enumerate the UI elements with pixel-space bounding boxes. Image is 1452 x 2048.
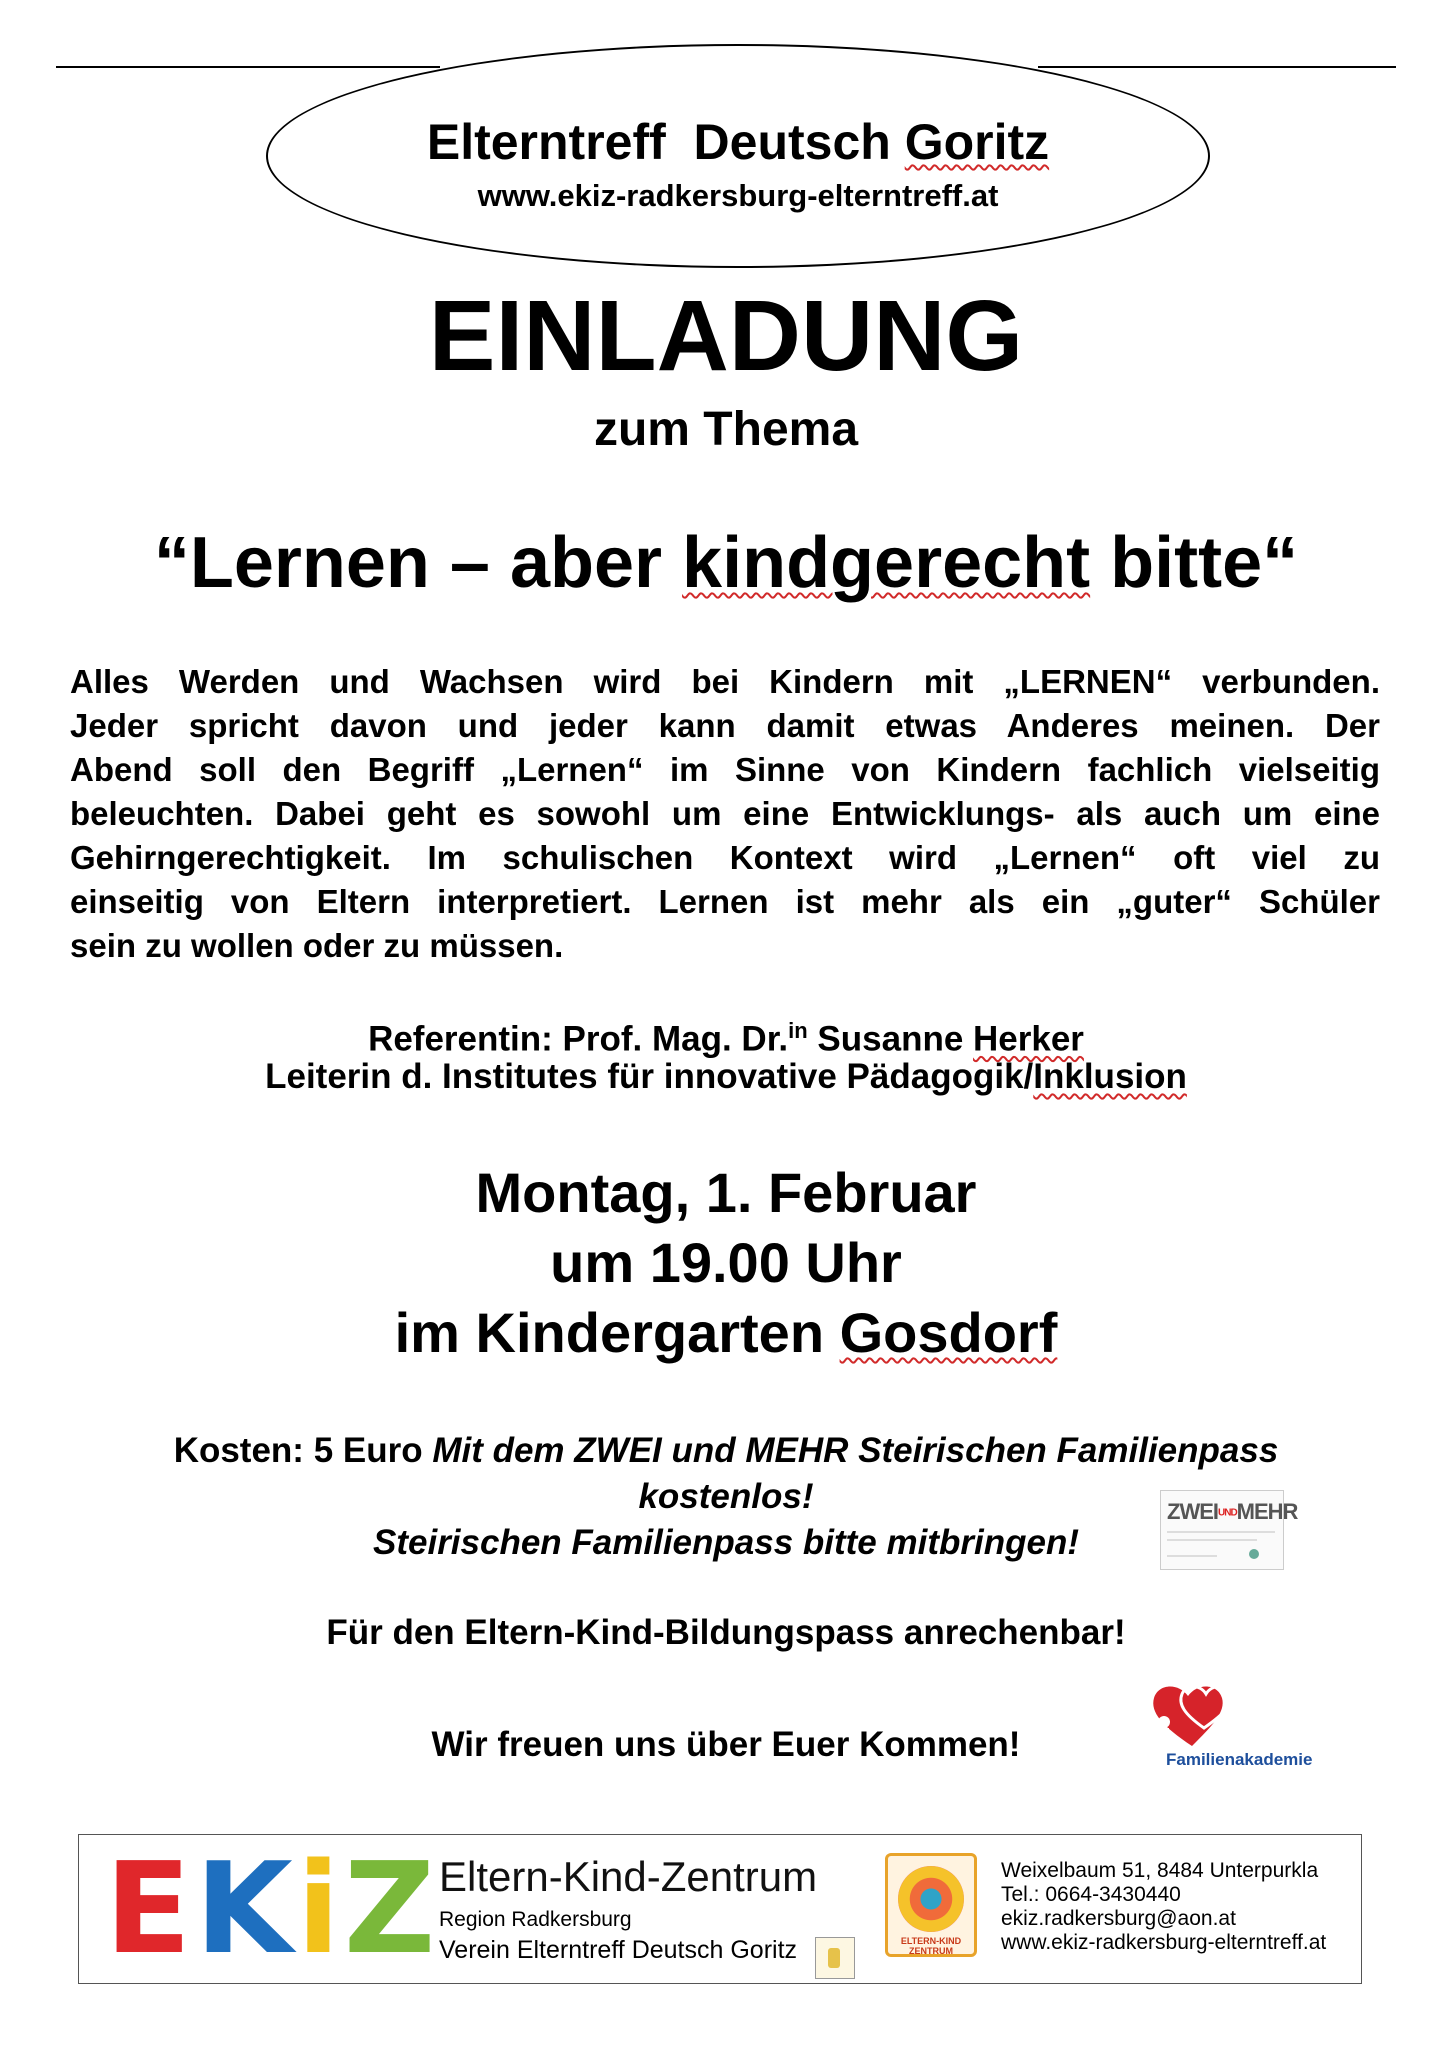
page-title: EINLADUNG (428, 280, 1024, 392)
website-link[interactable]: www.ekiz-radkersburg-elterntreff.at (477, 178, 999, 213)
org-name: Elterntreff Deutsch Goritz (426, 114, 1050, 170)
description-paragraph (70, 660, 1380, 968)
costs-free: kostenlos! (638, 1477, 814, 1516)
header-rule-right (1038, 66, 1396, 68)
description-line: Jeder spricht davon und jeder kann damit etwas Anderes meinen. Der (70, 707, 1380, 744)
description-line: Alles Werden und Wachsen wird bei Kindern mit „LERNEN“ verbunden. (70, 663, 1380, 700)
ekiz-logo: EKiZ (105, 1835, 440, 1982)
event-location: im Kindergarten Gosdorf (394, 1301, 1058, 1364)
footer-banner (78, 1834, 1362, 1984)
closing-line: Wir freuen uns über Euer Kommen! (431, 1725, 1021, 1764)
event-time: um 19.00 Uhr (550, 1231, 902, 1294)
contact-web[interactable]: www.ekiz-radkersburg-elterntreff.at (1001, 1931, 1327, 1954)
speaker-affiliation: Leiterin d. Institutes für innovative Pädagogik/Inklusion (265, 1057, 1187, 1096)
ekiz-badge: ELTERN-KIND ZENTRUM (885, 1853, 977, 1957)
familienakademie-logo (1140, 1678, 1340, 1772)
familienpass-logo: ZWEIUNDMEHR (1160, 1490, 1284, 1570)
hearts-icon (1142, 1678, 1252, 1752)
description-line: beleuchten. Dabei geht es sowohl um eine Entwicklungs- als auch um eine (70, 795, 1380, 832)
header-rule-left (56, 66, 440, 68)
description-line: sein zu wollen oder zu müssen. (70, 927, 564, 964)
description-line: Gehirngerechtigkeit. Im schulischen Kontext wird „Lernen“ oft viel zu (70, 839, 1380, 876)
description-line: einseitig von Eltern interpretiert. Lernen ist mehr als ein „guter“ Schüler (70, 883, 1380, 920)
contact-phone: Tel.: 0664-3430440 (1001, 1883, 1181, 1906)
association-badge (815, 1937, 855, 1979)
topic-heading: “Lernen – aber kindgerecht bitte“ (153, 523, 1299, 603)
org-title: Eltern-Kind-Zentrum (439, 1853, 818, 1900)
page-subtitle: zum Thema (593, 403, 859, 456)
event-date: Montag, 1. Februar (475, 1161, 977, 1224)
bildungspass-note: Für den Eltern-Kind-Bildungspass anrechenbar! (326, 1613, 1126, 1652)
org-association: Verein Elterntreff Deutsch Goritz (439, 1936, 798, 1964)
familienakademie-label: Familienakademie (1166, 1750, 1313, 1769)
costs-line: Kosten: 5 Euro Mit dem ZWEI und MEHR Steirischen Familienpass (173, 1431, 1279, 1470)
costs-bring-pass: Steirischen Familienpass bitte mitbringen! (373, 1523, 1079, 1562)
org-region: Region Radkersburg (439, 1908, 632, 1931)
speaker-line: Referentin: Prof. Mag. Dr.$^{in}$ Susanne Herker (368, 1018, 1084, 1059)
contact-email[interactable]: ekiz.radkersburg@aon.at (1001, 1907, 1236, 1930)
description-line: Abend soll den Begriff „Lernen“ im Sinne von Kindern fachlich vielseitig (70, 751, 1380, 788)
contact-address: Weixelbaum 51, 8484 Unterpurkla (1001, 1859, 1319, 1882)
